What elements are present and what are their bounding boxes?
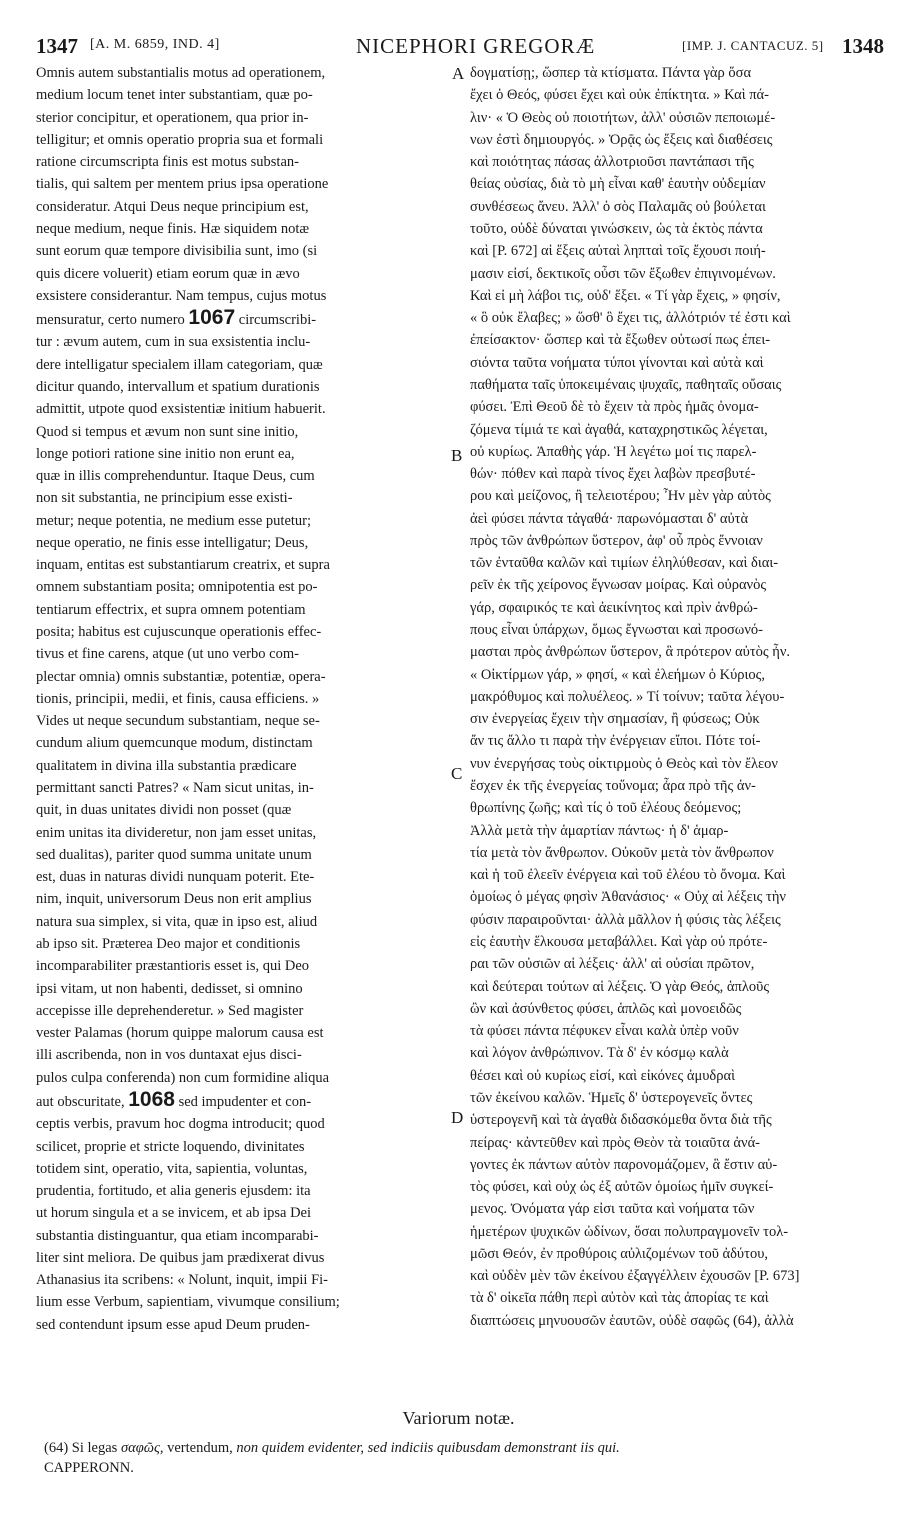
latin-line bbox=[36, 307, 446, 331]
greek-line: καὶ ἡ τοῦ ἐλεεῖν ἐνέργεια καὶ τοῦ ἐλέου τὸ ὄνομα. Καὶ bbox=[470, 867, 786, 884]
latin-line: accepisse ille deprehenderetur. » Sed magister bbox=[36, 1002, 304, 1019]
header-date: [A. M. 6859, IND. 4] bbox=[90, 37, 220, 52]
latin-line: enim unitas ita divideretur, non jam esset unitas, bbox=[36, 824, 317, 841]
footnote-greek-word: σαφῶς, bbox=[120, 1440, 164, 1456]
greek-line: καὶ ποιότητας πάσας ἀλλοτριοῦσι παντάπασι τῆς bbox=[470, 154, 754, 171]
greek-line: φύσει. Ἐπὶ Θεοῦ δὲ τὸ ἔχειν τὰ πρὸς ἡμᾶς ὀνομα- bbox=[470, 399, 759, 416]
latin-line: prudentia, fortitudo, et alia generis ejusdem: ita bbox=[36, 1183, 311, 1200]
greek-line: πρὸς τῶν ἀνθρώπων ὕστερον, ἀφ' οὗ πρὸς ἔννοιαν bbox=[470, 532, 763, 549]
greek-line: φύσιν παραιροῦνται· ἀλλὰ μᾶλλον ἡ φύσις τὰς λέξεις bbox=[470, 911, 781, 928]
greek-line: θών· πόθεν καὶ παρὰ τίνος ἔχει λαβὼν πρεσβυτέ- bbox=[470, 466, 756, 483]
page-number-left: 1347 bbox=[36, 34, 78, 58]
greek-line: ἔχει ὁ Θεός, φύσει ἔχει καὶ οὐκ ἐπίκτητα. » Καὶ πά- bbox=[470, 87, 769, 104]
margin-marker-d: D bbox=[451, 1108, 464, 1127]
latin-line: longe potiori ratione sine initio non erunt ea, bbox=[36, 445, 295, 462]
greek-line: ὑστερογενῆ καὶ τὰ ἀγαθὰ διδασκόμεθα ὄντα διὰ τῆς bbox=[470, 1112, 772, 1129]
latin-line: tentiarum effectrix, et supra omnem potentiam bbox=[36, 601, 306, 618]
latin-line: omnem substantiam posita; omnipotentia est po- bbox=[36, 579, 318, 596]
greek-line: μασιν εἰσί, δεκτικοῖς οὖσι τῶν ἔξωθεν ἐπιγινομένων. bbox=[470, 265, 776, 282]
greek-line: μῶσι Θεόν, ἐν προθύροις αὐλιζομένων τοῦ ἀδύτου, bbox=[470, 1245, 768, 1262]
latin-line: tivus et fine carens, atque (ut uno verbo com- bbox=[36, 646, 299, 663]
greek-line: ὢν καὶ ἀσύνθετος φύσει, ἁπλῶς καὶ μονοειδῶς bbox=[470, 1000, 742, 1017]
latin-line: exsistere considerantur. Nam tempus, cujus motus bbox=[36, 287, 327, 304]
greek-line: Καὶ εἰ μὴ λάβοι τις, οὐδ' ἕξει. « Τί γὰρ ἔχεις, » φησίν, bbox=[470, 287, 781, 304]
header-reign: [IMP. J. CANTACUZ. 5] bbox=[682, 38, 824, 53]
footnote-translation: non quidem evidenter, sed indiciis quibusdam demonstrant iis qui. bbox=[236, 1440, 620, 1456]
latin-line: sterior concipitur, et operationem, qua prior in- bbox=[36, 109, 309, 126]
latin-line: Quod si tempus et ævum non sunt sine initio, bbox=[36, 423, 299, 440]
latin-line: illi ascribenda, non in vos duntaxat ejus disci- bbox=[36, 1047, 302, 1064]
greek-line: θέσει καὶ οὐ κυρίως εἰσί, καὶ εἰκόνες ἀμυδραὶ bbox=[470, 1067, 735, 1084]
greek-column bbox=[470, 62, 880, 1400]
greek-line: τοῦτο, οὐδὲ δύναται γινώσκειν, ὡς τὰ ἐκτὸς πάντα bbox=[470, 220, 763, 237]
migne-column-number: 1068 bbox=[128, 1087, 175, 1111]
latin-line: neque medium, neque finis. Hæ siquidem notæ bbox=[36, 220, 310, 237]
latin-line: sed contendunt ipsum esse apud Deum pruden- bbox=[36, 1316, 310, 1333]
greek-line: καὶ οὐδὲν μὲν τῶν ἐκείνου ἐξαγγέλλειν ἐχουσῶν [P. 673] bbox=[470, 1268, 800, 1285]
notes-heading: Variorum notæ. bbox=[402, 1408, 515, 1428]
greek-line: « Οἰκτίρμων γάρ, » φησί, « καὶ ἐλεήμων ὁ Κύριος, bbox=[470, 666, 766, 683]
latin-line: tionis, principii, medii, et finis, causa efficiens. » bbox=[36, 690, 320, 707]
latin-text: mensuratur, certo numero bbox=[36, 312, 189, 329]
greek-line: καὶ δεύτεραι τούτων αἱ λέξεις. Ὁ γὰρ Θεός, ἁπλοῦς bbox=[470, 978, 770, 995]
latin-line: plectar omnia) omnis substantiæ, potentiæ, opera- bbox=[36, 668, 326, 685]
latin-line: natura sua simplex, si vita, quæ in ipso est, aliud bbox=[36, 913, 318, 930]
latin-line: qualitatem in divina illa substantia prædicare bbox=[36, 757, 297, 774]
greek-line: καὶ λόγον ἀνθρώπινον. Τὰ δ' ἐν κόσμῳ καλὰ bbox=[470, 1045, 729, 1062]
latin-line: ipsi vitam, ut non habenti, dedisset, si omnino bbox=[36, 980, 303, 997]
greek-line: λιν· « Ὁ Θεὸς οὐ ποιοτήτων, ἀλλ' οὐσιῶν πεποιωμέ- bbox=[470, 109, 776, 126]
latin-text: circumscribi- bbox=[235, 312, 317, 329]
latin-line: consideratur. Atqui Deus neque principium est, bbox=[36, 198, 309, 215]
latin-line: liter sint meliora. De quibus jam prædixerat divus bbox=[36, 1249, 325, 1266]
margin-marker-b: B bbox=[451, 446, 463, 465]
greek-line: πους εἶναι ὑπάρχων, ὅμως ἔγνωσται καὶ προσωνό- bbox=[470, 622, 763, 639]
greek-line: σιν ἐνεργείας ἔχειν τὴν σημασίαν, ἢ φύσεως; Οὐκ bbox=[470, 711, 760, 728]
greek-line: διαπτώσεις μηνυουσῶν ἑαυτῶν, οὐδὲ σαφῶς (64), ἀλλὰ bbox=[470, 1312, 794, 1329]
latin-line: ratione circumscripta finis est motus substan- bbox=[36, 154, 299, 171]
margin-marker-a: A bbox=[452, 64, 465, 83]
greek-line: ζόμενα τίμιά τε καὶ ἀγαθά, καταχρηστικῶς λέγεται, bbox=[470, 421, 768, 438]
migne-column-number: 1067 bbox=[188, 306, 236, 330]
latin-line: dere intelligatur specialem illam categoriam, quæ bbox=[36, 356, 323, 373]
latin-line: posita; habitus est cujuscunque operationis effec- bbox=[36, 624, 322, 641]
greek-line: σιόντα ταῦτα νοήματα τύποι γίνονται καὶ αὐτὰ καὶ bbox=[470, 354, 764, 371]
latin-line: totidem sint, operatio, vita, sapientia, voluntas, bbox=[36, 1160, 308, 1177]
latin-line: Athanasius ita scribens: « Nolunt, inquit, impii Fi- bbox=[36, 1272, 328, 1289]
greek-line: γάρ, σφαιρικός τε καὶ ἀεικίνητος καὶ πρὶν ἀνθρώ- bbox=[470, 599, 758, 616]
latin-column bbox=[36, 62, 446, 1400]
latin-line: sunt eorum quæ tempore divisibilia sunt, imo (si bbox=[36, 243, 318, 260]
footnote bbox=[44, 1438, 894, 1478]
greek-line: « ὃ οὐκ ἔλαβες; » ὥσθ' ὃ ἔχει τις, ἀλλότριόν τέ ἐστι καὶ bbox=[470, 310, 791, 327]
greek-line: παθήματα ταῖς ὑποκειμέναις ψυχαῖς, παθηταῖς οὔσαις bbox=[470, 376, 782, 393]
latin-line: Omnis autem substantialis motus ad operationem, bbox=[36, 65, 326, 81]
latin-line: est, duas in naturas dividi nunquam poterit. Ete- bbox=[36, 869, 315, 886]
greek-line: τῶν ἐνταῦθα καλῶν καὶ τιμίων ἐληλύθεσαν, καὶ διαι- bbox=[470, 555, 779, 572]
greek-line: θρωπίνης ζωῆς; καὶ τίς ὁ τοῦ ἐλέους δεόμενος; bbox=[470, 800, 742, 817]
latin-line: nim, inquit, universorum Deus non erit amplius bbox=[36, 891, 312, 908]
greek-line: ἔσχεν ἐκ τῆς ἐνεργείας τοὔνομα; ἆρα πρὸ τῆς ἀν- bbox=[470, 778, 756, 794]
greek-line: οὐ κυρίως. Ἀπαθὴς γάρ. Ἡ λεγέτω μοί τις παρελ- bbox=[470, 443, 757, 460]
greek-line: νυν ἐνεργήσας τοὺς οἰκτιρμοὺς ὁ Θεὸς καὶ τὸν ἔλεον bbox=[470, 755, 778, 772]
greek-line: μενος. Ὀνόματα γάρ εἰσι ταῦτα καὶ νοήματα τῶν bbox=[470, 1201, 755, 1218]
latin-line: neque operatio, ne finis esse intelligatur; Deus, bbox=[36, 534, 309, 551]
running-title: NICEPHORI GREGORÆ bbox=[356, 34, 596, 58]
footnote-author: CAPPERONN. bbox=[44, 1460, 134, 1476]
greek-line: συνθέσεως ἄνευ. Ἀλλ' ὁ σὸς Παλαμᾶς οὐ βούλεται bbox=[470, 198, 766, 215]
latin-line: metur; neque potentia, ne medium esse putetur; bbox=[36, 512, 312, 529]
greek-line: ἡμετέρων ψυχικῶν ὠδίνων, ὅσαι πολυπραγμονεῖν τολ- bbox=[470, 1223, 789, 1240]
footnote-mid: vertendum, bbox=[167, 1440, 233, 1456]
latin-line: scilicet, proprie et stricte loquendo, divinitates bbox=[36, 1138, 305, 1155]
latin-line: vester Palamas (horum quippe malorum causa est bbox=[36, 1025, 324, 1042]
greek-line: θείας οὐσίας, διὰ τὸ μὴ εἶναι καθ' ἑαυτὴν οὐδεμίαν bbox=[470, 176, 766, 193]
greek-line: μακρόθυμος καὶ πολυέλεος. » Τί τοίνυν; ταῦτα λέγου- bbox=[470, 688, 785, 705]
latin-line: ceptis verbis, pravum hoc dogma introducit; quod bbox=[36, 1116, 325, 1133]
greek-line: πείρας· κἀντεῦθεν καὶ πρὸς Θεὸν τὰ τοιαῦτα ἀνά- bbox=[470, 1134, 761, 1151]
greek-line: τῶν ἐκείνου καλῶν. Ἡμεῖς δ' ὑστερογενεῖς ὄντες bbox=[470, 1089, 753, 1106]
latin-line: substantia distinguantur, qua etiam incomparabi- bbox=[36, 1227, 319, 1244]
latin-line: dicitur quando, intervallum et spatium durationis bbox=[36, 378, 320, 395]
latin-line: cundum alium quemcunque modum, distinctam bbox=[36, 735, 313, 752]
latin-text: sed impudenter et con- bbox=[174, 1093, 312, 1110]
latin-line: medium locum tenet inter substantiam, quæ po- bbox=[36, 87, 313, 104]
greek-line: τὰ φύσει πάντα πέφυκεν εἶναι καλὰ ὑπὲρ νοῦν bbox=[470, 1023, 739, 1040]
latin-line: quit, in duas unitates dividi non posset (quæ bbox=[36, 802, 292, 819]
footnote-number: (64) bbox=[44, 1440, 69, 1456]
greek-line: Ἀλλὰ μετὰ τὴν ἁμαρτίαν πάντως· ἡ δ' ἁμαρ- bbox=[470, 822, 729, 839]
greek-line: μασται πρὸς ἀνθρώπων ὕστερον, ἃ πρότερον αὐτὸς ἦν. bbox=[470, 644, 791, 661]
greek-line: καὶ [P. 672] αἱ ἕξεις αὐταὶ ληπταὶ τοῖς ἔχουσι ποιή- bbox=[470, 243, 766, 260]
latin-line: incomparabiliter præstantioris esset is, qui Deo bbox=[36, 958, 310, 975]
footnote-line bbox=[44, 1438, 894, 1458]
greek-line: τία μετὰ τὸν ἄνθρωπον. Οὐκοῦν μετὰ τὸν ἄνθρωπον bbox=[470, 844, 774, 861]
latin-line: Vides ut neque secundum substantiam, neque se- bbox=[36, 713, 320, 730]
greek-line: ρεῖν ἐκ τῆς χείρονος ἔγνωσαν μοίρας. Καὶ οὐρανὸς bbox=[470, 577, 767, 594]
greek-line: νων ἐστὶ δημιουργός. » Ὁρᾷς ὡς ἕξεις καὶ διαθέσεις bbox=[470, 131, 773, 148]
latin-line: tur : ævum autem, cum in sua exsistentia inclu- bbox=[36, 334, 311, 351]
footnote-lead: Si legas bbox=[71, 1440, 118, 1456]
margin-marker-c: C bbox=[451, 764, 463, 783]
latin-line: telligitur; et omnis operatio propria sua et formali bbox=[36, 131, 324, 148]
latin-line: lium esse Verbum, sapientiam, vivumque consilium; bbox=[36, 1294, 340, 1311]
latin-line: sed dualitas), pariter quod summa unitate unum bbox=[36, 846, 312, 863]
greek-line: δογματίσῃ;, ὥσπερ τὰ κτίσματα. Πάντα γὰρ ὅσα bbox=[470, 65, 752, 81]
latin-line: non sit substantia, ne principium esse existi- bbox=[36, 490, 293, 507]
latin-line: quæ in illis comprehenduntur. Itaque Deus, cum bbox=[36, 468, 315, 485]
latin-line: ut horum singula et a se invicem, et ab ipsa Dei bbox=[36, 1205, 312, 1222]
greek-line: τὸς φύσει, καὶ οὐχ ὡς ἐξ αὐτῶν ὁμοίως ἡμῖν συγκεί- bbox=[470, 1179, 774, 1196]
greek-line: τὰ δ' οἰκεῖα πάθη περὶ αὐτὸν καὶ τὰς ἀπορίας τε καὶ bbox=[470, 1290, 769, 1307]
greek-line: εἰς ἑαυτὴν ἕλκουσα μεταβάλλει. Καὶ γὰρ οὐ πρότε- bbox=[470, 933, 768, 950]
greek-line: ἄν τις ἄλλο τι παρὰ τὴν ἐνέργειαν εἴποι. Πότε τοί- bbox=[470, 733, 761, 750]
greek-line: ἐπείσακτον· ὥσπερ καὶ τὰ ἔξωθεν οὑτωσί πως ἐπει- bbox=[470, 332, 771, 349]
greek-line: ἀεὶ φύσει πάντα τἀγαθά· παρωνόμασται δ' αὐτὰ bbox=[470, 510, 749, 527]
latin-line: tialis, qui saltem per mentem prius ipsa operatione bbox=[36, 176, 329, 193]
page-header bbox=[36, 34, 884, 60]
greek-line: ρου καὶ μείζονος, ἢ τελειοτέρου; Ἦν μὲν γὰρ αὐτὸς bbox=[470, 488, 771, 505]
greek-line: γοντες ἐκ πάντων αὐτὸν παρονομάζομεν, ἃ ἔστιν αὐ- bbox=[470, 1156, 778, 1173]
latin-line: pulos culpa conferenda) non cum formidine aliqua bbox=[36, 1069, 330, 1086]
greek-line: ραι τῶν οὐσιῶν αἱ λέξεις· ἀλλ' αἱ οὐσίαι πρῶτον, bbox=[470, 956, 755, 973]
latin-text: aut obscuritate, bbox=[36, 1093, 129, 1110]
latin-line: admittit, utpote quod exsistentiæ initium habuerit. bbox=[36, 401, 326, 418]
latin-line bbox=[36, 1089, 446, 1113]
latin-line: ab ipso sit. Præterea Deo major et conditionis bbox=[36, 935, 301, 952]
latin-line: permittant sancti Patres? « Nam sicut unitas, in- bbox=[36, 780, 314, 796]
latin-line: quis dicere voluerit) etiam eorum quæ in ævo bbox=[36, 265, 300, 282]
latin-line: inquam, entitas est substantiarum creatrix, et supra bbox=[36, 557, 330, 574]
page-number-right: 1348 bbox=[842, 34, 884, 58]
greek-line: ὁμοίως ὁ μέγας φησὶν Ἀθανάσιος· « Οὐχ αἱ λέξεις τὴν bbox=[470, 889, 786, 906]
